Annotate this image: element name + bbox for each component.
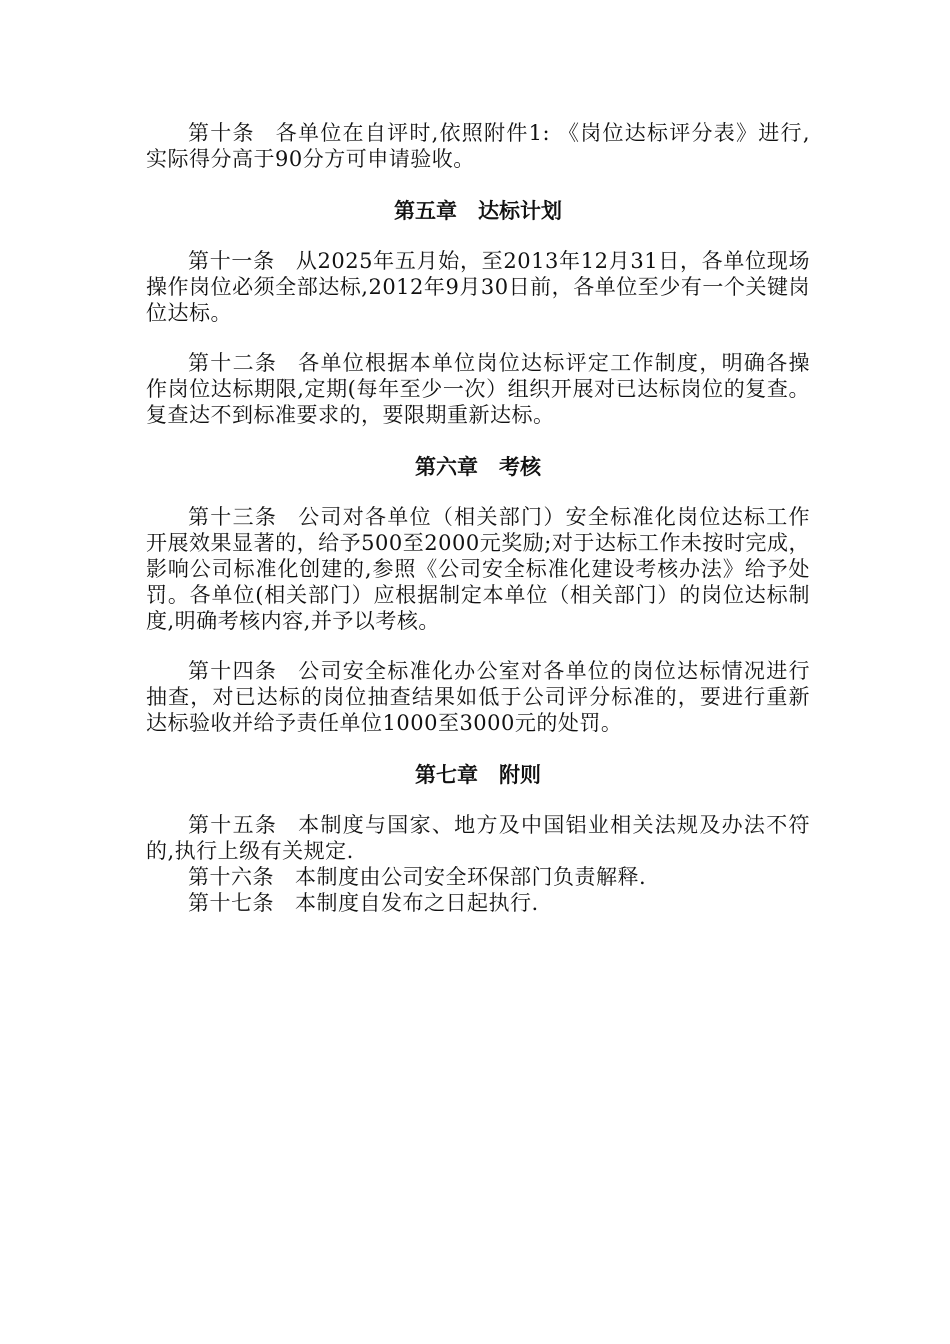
chapter-5-heading: 第五章 达标计划 xyxy=(394,199,562,223)
article-text: 本制度由公司安全环保部门负责解释. xyxy=(295,865,647,889)
article-label: 第十七条 xyxy=(188,891,274,915)
article-11 xyxy=(146,248,810,326)
chapter-7-heading: 第七章 附则 xyxy=(415,763,541,787)
article-text: 各单位在自评时,依照附件1: 《岗位达标评分表》进行,实际得分高于90分方可申请验收。 xyxy=(146,121,810,171)
article-17 xyxy=(146,890,810,916)
article-12 xyxy=(146,350,810,428)
article-label: 第十五条 xyxy=(188,813,278,837)
article-text: 本制度自发布之日起执行. xyxy=(295,891,539,915)
article-text: 公司安全标准化办公室对各单位的岗位达标情况进行抽查，对已达标的岗位抽查结果如低于公司评分标准的，要进行重新达标验收并给予责任单位1000至3000元的处罚。 xyxy=(146,659,811,735)
article-13 xyxy=(146,504,810,634)
article-14 xyxy=(146,658,810,736)
article-label: 第十六条 xyxy=(188,865,274,889)
chapter-6-heading: 第六章 考核 xyxy=(415,455,541,479)
article-label: 第十二条 xyxy=(188,351,278,375)
document-page xyxy=(146,120,810,916)
article-label: 第十三条 xyxy=(188,505,278,529)
article-15 xyxy=(146,812,810,864)
article-text: 本制度与国家、地方及中国铝业相关法规及办法不符的,执行上级有关规定. xyxy=(146,813,811,863)
article-label: 第十四条 xyxy=(188,659,278,683)
article-10 xyxy=(146,120,810,172)
article-text: 从2025年五月始，至2013年12月31日，各单位现场操作岗位必须全部达标,2012年9月30日前，各单位至少有一个关键岗位达标。 xyxy=(146,249,810,325)
article-text: 公司对各单位（相关部门）安全标准化岗位达标工作开展效果显著的，给予500至2000元奖励;对于达标工作未按时完成，影响公司标准化创建的,参照《公司安全标准化建设考核办法》给予处罚。各单位(相关部门）应根据制定本单位（相关部门）的岗位达标制度,明确考核内容,并予以考核。 xyxy=(146,505,811,633)
article-label: 第十条 xyxy=(188,121,255,145)
article-text: 各单位根据本单位岗位达标评定工作制度，明确各操作岗位达标期限,定期(每年至少一次）组织开展对已达标岗位的复查。复查达不到标准要求的，要限期重新达标。 xyxy=(146,351,811,427)
article-16 xyxy=(146,864,810,890)
article-label: 第十一条 xyxy=(188,249,275,273)
